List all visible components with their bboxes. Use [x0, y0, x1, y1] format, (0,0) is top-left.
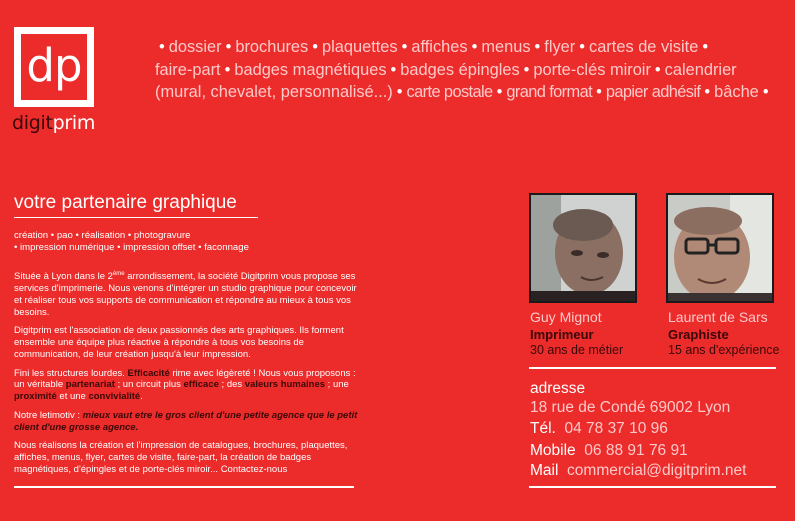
- text: ; des: [218, 379, 245, 391]
- label: Mail: [530, 462, 559, 479]
- emphasis: efficace: [183, 379, 219, 391]
- bullet: •: [704, 83, 711, 102]
- text: ; un circuit plus: [114, 379, 184, 391]
- person-role: Imprimeur: [530, 327, 594, 342]
- bullet: •: [762, 83, 769, 102]
- text: Notre letimotiv :: [14, 409, 83, 421]
- person-experience: 30 ans de métier: [530, 343, 624, 357]
- bottom-divider-right: [529, 486, 776, 488]
- product-item: brochures: [235, 38, 309, 56]
- paragraph-services: Nous réalisons la création et l'impression de catalogues, brochures, plaquettes, affiches, menus, flyer, cartes de visite, faire-part, la création de badges magnétiques, d'épingles et de porte-clés miroir... Contactez-nous: [14, 440, 348, 475]
- phone-row: [530, 420, 668, 438]
- bullet: •: [702, 38, 709, 56]
- bullet: •: [401, 38, 408, 56]
- bullet: •: [225, 38, 232, 56]
- bullet: •: [159, 38, 165, 56]
- product-item: menus: [481, 38, 531, 56]
- product-item: bâche: [714, 83, 759, 102]
- product-item: calendrier (mural, chevalet, personnalisé...): [155, 60, 737, 102]
- phone-number[interactable]: 04 78 37 10 96: [564, 420, 668, 437]
- section-heading: votre partenaire graphique: [14, 192, 237, 213]
- contact-divider: [529, 367, 776, 369]
- emphasis: proximité: [14, 391, 57, 403]
- body-text: [14, 269, 359, 482]
- photo-guy-mignot: [529, 193, 637, 303]
- logo-inner: [21, 34, 87, 100]
- emphasis: convivialité: [88, 391, 141, 403]
- paragraph-association: Digitprim est l'association de deux passionnés des arts graphiques. Ils forment ensemble une équipe plus réactive à répondre à tous vos besoins de communication, de leur création jusqu'à leur impression.: [14, 325, 344, 361]
- label: Mobile: [530, 442, 576, 459]
- mobile-number[interactable]: 06 88 91 76 91: [584, 442, 688, 459]
- product-item: dossier: [168, 38, 222, 56]
- bullet: •: [579, 38, 585, 56]
- bullet: •: [312, 38, 318, 56]
- address-street: 18 rue de Condé 69002 Lyon: [530, 399, 731, 416]
- bullet: •: [534, 38, 541, 56]
- bullet: •: [471, 38, 478, 56]
- paragraph-values: [14, 368, 359, 404]
- services-line: • impression numérique • impression offset • faconnage: [14, 242, 249, 253]
- brand-name: [12, 112, 95, 134]
- product-item: plaquettes: [321, 38, 398, 56]
- paragraph-intro: [14, 269, 359, 319]
- text: rime avec légèreté ! Nous vous proposons : un véritable: [14, 367, 356, 391]
- heading-divider: [14, 217, 258, 218]
- text: Située à Lyon dans le 2: [14, 271, 113, 283]
- bullet: •: [654, 60, 661, 79]
- product-item: cartes de visite: [589, 38, 699, 56]
- email-link[interactable]: commercial@digitprim.net: [567, 462, 747, 479]
- label: adresse: [530, 380, 586, 397]
- bottom-divider-left: [14, 486, 354, 488]
- emphasis: Efficacité: [127, 367, 170, 379]
- product-item: faire-part: [155, 60, 221, 79]
- product-item: carte postale: [406, 83, 493, 102]
- person-role: Graphiste: [668, 327, 729, 342]
- bullet: •: [596, 83, 602, 102]
- bullet: •: [523, 60, 530, 79]
- bullet: •: [396, 83, 403, 102]
- product-item: porte-clés miroir: [533, 60, 651, 79]
- portrait-image: [668, 195, 772, 301]
- product-item: affiches: [411, 38, 468, 56]
- brand-part-prim: prim: [52, 112, 96, 134]
- text: Fini les structures lourdes.: [14, 367, 128, 379]
- text: et une: [56, 391, 89, 403]
- photo-laurent-de-sars: [666, 193, 774, 303]
- product-list: [155, 36, 785, 104]
- brand-part-digit: digit: [12, 112, 53, 134]
- text: ; une: [325, 379, 349, 391]
- logo-mark: dp: [26, 38, 82, 92]
- bullet: •: [496, 83, 503, 102]
- emphasis: valeurs humaines: [244, 379, 326, 391]
- motto: mieux vaut etre le gros client d'une petite agence que le petit client d'une grosse agence.: [14, 409, 358, 433]
- portrait-image: [531, 195, 635, 301]
- product-item: flyer: [544, 38, 576, 56]
- text: arrondissement, la société Digitprim vous propose ses services d'imprimerie. Nous venons d'intégrer un studio graphique pour concevoir et réaliser tous vos supports de communication et répondre au mieux à tous vos besoins.: [14, 271, 357, 318]
- paragraph-motto: [14, 410, 359, 434]
- emphasis: partenariat: [65, 379, 115, 391]
- product-item: badges magnétiques: [234, 60, 387, 79]
- person-name: Guy Mignot: [530, 309, 602, 325]
- person-name: Laurent de Sars: [668, 309, 768, 325]
- bullet: •: [224, 60, 231, 79]
- mobile-row: [530, 442, 688, 460]
- product-item: badges épingles: [400, 60, 520, 79]
- text: .: [140, 391, 143, 403]
- superscript: ème: [112, 271, 125, 277]
- person-experience: 15 ans d'expérience: [668, 343, 780, 357]
- product-item: papier adhésif: [605, 83, 701, 102]
- services-list: [14, 230, 314, 254]
- logo: [14, 27, 94, 107]
- bullet: •: [390, 60, 397, 79]
- services-line: création • pao • réalisation • photogravure: [14, 230, 191, 241]
- label: Tél.: [530, 420, 556, 437]
- product-item: grand format: [506, 83, 593, 102]
- address-label: [530, 380, 585, 398]
- mail-row: [530, 462, 746, 480]
